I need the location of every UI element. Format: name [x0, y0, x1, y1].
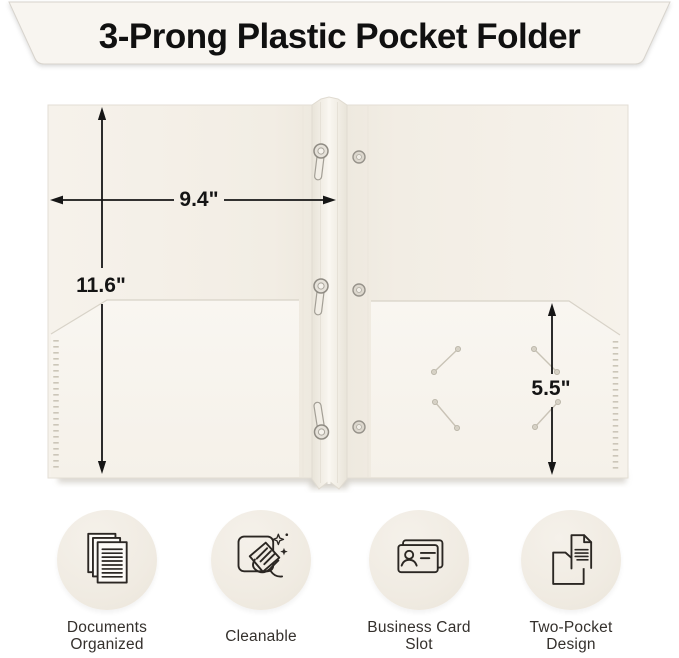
- left-pocket: [51, 300, 299, 477]
- feature-circle: [211, 510, 311, 610]
- feature-two-pocket-design: [496, 510, 646, 658]
- feature-documents-organized: [32, 510, 182, 658]
- feature-circle: [369, 510, 469, 610]
- feature-circle: [57, 510, 157, 610]
- feature-label: Business Card Slot: [367, 619, 471, 653]
- business-card-icon: [389, 530, 449, 590]
- product-title: 3-Prong Plastic Pocket Folder: [98, 17, 581, 56]
- feature-business-card-slot: [344, 510, 494, 658]
- folder-with-document-icon: [541, 530, 601, 590]
- wiping-hand-icon: [231, 530, 291, 590]
- width-dimension-label: 9.4": [179, 188, 219, 211]
- stacked-documents-icon: [77, 530, 137, 590]
- pocket-height-dimension-label: 5.5": [531, 377, 571, 400]
- feature-label: Cleanable: [225, 627, 297, 645]
- feature-label: Documents Organized: [66, 619, 148, 653]
- feature-cleanable: [186, 510, 336, 658]
- feature-label: Two-Pocket Design: [529, 619, 613, 653]
- feature-circle: [521, 510, 621, 610]
- height-dimension-label: 11.6": [76, 274, 126, 297]
- right-pocket: [371, 301, 620, 477]
